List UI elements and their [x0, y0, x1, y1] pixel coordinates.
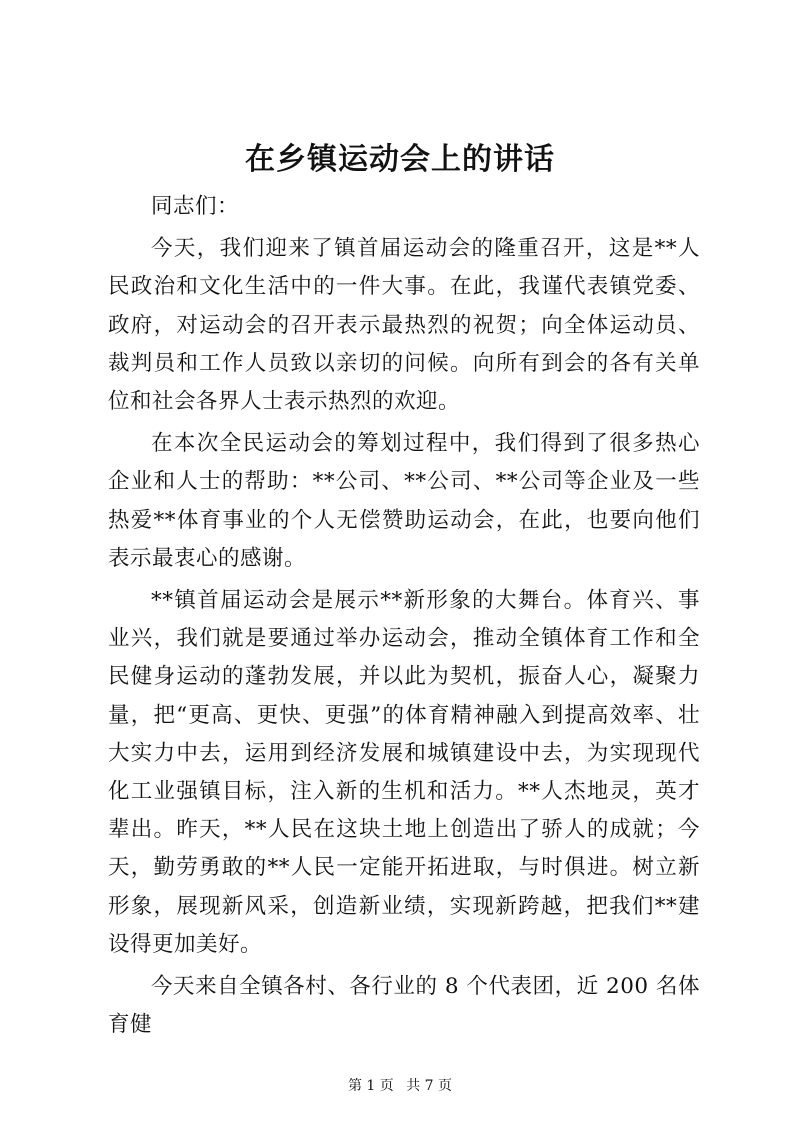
paragraph-1: 今天，我们迎来了镇首届运动会的隆重召开，这是**人民政治和文化生活中的一件大事。在此，我谨代表镇党委、政府，对运动会的召开表示最热烈的祝贺；向全体运动员、裁判员和工作人员致以亲切的问候。向所有到会的各有关单位和社会各界人士表示热烈的欢迎。: [108, 236, 700, 415]
document-title: 在乡镇运动会上的讲话: [245, 142, 555, 177]
page-number: 第 1 页: [347, 1078, 394, 1094]
page-footer: [0, 1076, 800, 1096]
salutation: 同志们：: [151, 194, 240, 219]
paragraph-4: 今天来自全镇各村、各行业的 8 个代表团，近 200 名体育健: [108, 974, 700, 1038]
document-body: [108, 188, 700, 1044]
paragraph-2: 在本次全民运动会的筹划过程中，我们得到了很多热心企业和人士的帮助：**公司、**公司、**公司等企业及一些热爱**体育事业的个人无偿赞助运动会，在此，也要向他们表示最衷心的感谢。: [108, 431, 700, 571]
page-total: 共 7 页: [406, 1078, 453, 1094]
paragraph-3: **镇首届运动会是展示**新形象的大舞台。体育兴、事业兴，我们就是要通过举办运动会，推动全镇体育工作和全民健身运动的蓬勃发展，并以此为契机，振奋人心，凝聚力量，把“更高、更快、更强”的体育精神融入到提高效率、壮大实力中去，运用到经济发展和城镇建设中去，为实现现代化工业强镇目标，注入新的生机和活力。**人杰地灵，英才辈出。昨天，**人民在这块土地上创造出了骄人的成就；今天，勤劳勇敢的**人民一定能开拓进取，与时俱进。树立新形象，展现新风采，创造新业绩，实现新跨越，把我们**建设得更加美好。: [108, 588, 700, 957]
